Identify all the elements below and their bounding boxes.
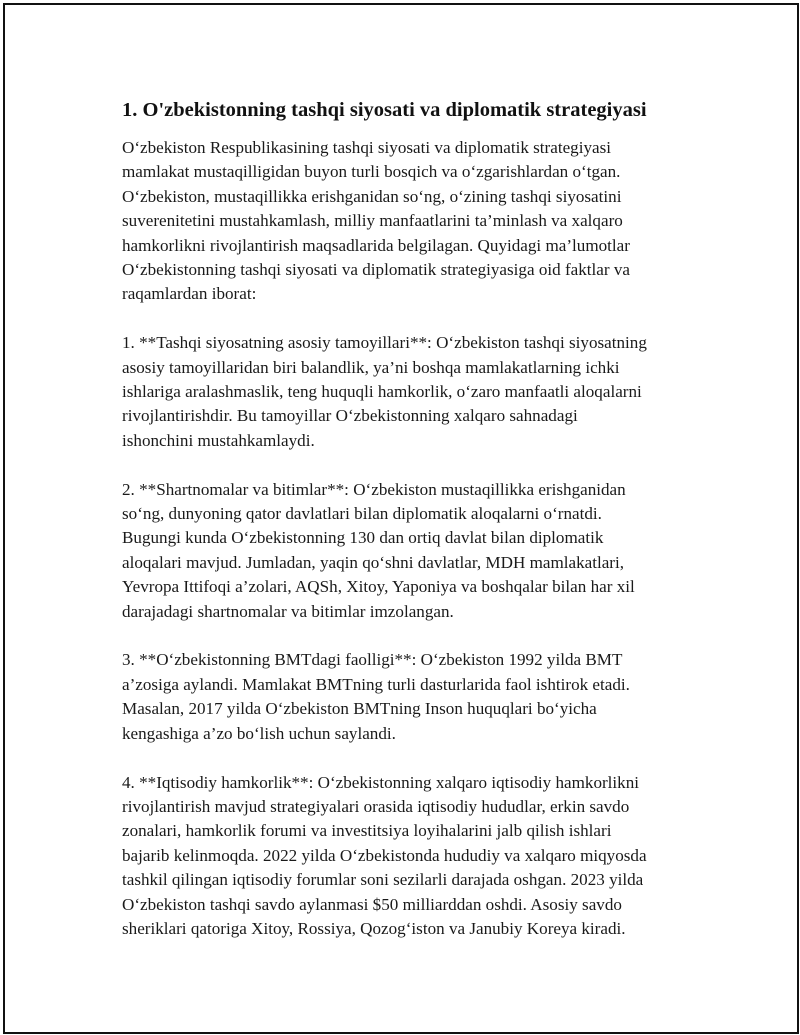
text-line: 2. **Shartnomalar va bitimlar**: O‘zbekiston mustaqillikka erishganidan bbox=[122, 479, 626, 499]
text-line: raqamlardan iborat: bbox=[122, 284, 257, 304]
text-line: sheriklari qatoriga Xitoy, Rossiya, Qozog‘iston va Janubiy Koreya kiradi. bbox=[122, 918, 626, 938]
text-line: O‘zbekiston Respublikasining tashqi siyosati va diplomatik strategiyasi bbox=[122, 138, 612, 157]
paragraph bbox=[122, 478, 694, 624]
text-line: darajadagi shartnomalar va bitimlar imzolangan. bbox=[122, 601, 454, 621]
text-line: rivojlantirishdir. Bu tamoyillar O‘zbekistonning xalqaro sahnadagi bbox=[122, 406, 578, 426]
paragraph bbox=[122, 136, 694, 307]
text-line: ishonchini mustahkamlaydi. bbox=[122, 430, 315, 450]
document-title: 1. O'zbekistonning tashqi siyosati va diplomatik strategiyasi bbox=[122, 99, 647, 121]
page-frame bbox=[3, 3, 799, 1034]
text-line: zonalari, hamkorlik forumi va investitsiya loyihalarini jalb qilish ishlari bbox=[122, 821, 612, 841]
text-line: ishlariga aralashmaslik, teng huquqli hamkorlik, o‘zaro manfaatli aloqalarni bbox=[122, 382, 642, 402]
text-line: 4. **Iqtisodiy hamkorlik**: O‘zbekistonning xalqaro iqtisodiy hamkorlikni bbox=[122, 772, 640, 792]
text-line: rivojlantirish mavjud strategiyalari orasida iqtisodiy hududlar, erkin savdo bbox=[122, 796, 630, 816]
text-line: kengashiga a’zo bo‘lish uchun saylandi. bbox=[122, 723, 396, 743]
text-line: bajarib kelinmoqda. 2022 yilda O‘zbekistonda hududiy va xalqaro miqyosda bbox=[122, 845, 647, 865]
text-line: O‘zbekiston tashqi savdo aylanmasi $50 milliarddan oshdi. Asosiy savdo bbox=[122, 894, 622, 914]
text-line: 1. **Tashqi siyosatning asosiy tamoyillari**: O‘zbekiston tashqi siyosatning bbox=[122, 333, 647, 353]
text-line: aloqalari mavjud. Jumladan, yaqin qo‘shni davlatlar, MDH mamlakatlari, bbox=[122, 552, 625, 572]
text-line: asosiy tamoyillaridan biri balandlik, ya’ni boshqa mamlakatlarning ichki bbox=[122, 357, 620, 377]
text-line: Bugungi kunda O‘zbekistonning 130 dan ortiq davlat bilan diplomatik bbox=[122, 528, 604, 548]
text-line: so‘ng, dunyoning qator davlatlari bilan diplomatik aloqalarni o‘rnatdi. bbox=[122, 504, 602, 524]
text-line: Yevropa Ittifoqi a’zolari, AQSh, Xitoy, Yaponiya va boshqalar bilan har xil bbox=[122, 577, 635, 597]
paragraph bbox=[122, 771, 694, 942]
text-line: mamlakat mustaqilligidan buyon turli bosqich va o‘zgarishlardan o‘tgan. bbox=[122, 162, 621, 182]
text-line: Masalan, 2017 yilda O‘zbekiston BMTning Inson huquqlari bo‘yicha bbox=[122, 699, 597, 719]
text-line: 3. **O‘zbekistonning BMTdagi faolligi**: O‘zbekiston 1992 yilda BMT bbox=[122, 650, 623, 670]
text-line: O‘zbekistonning tashqi siyosati va diplomatik strategiyasiga oid faktlar va bbox=[122, 260, 630, 280]
document-body bbox=[122, 97, 694, 966]
text-line: O‘zbekiston, mustaqillikka erishganidan so‘ng, o‘zining tashqi siyosatini bbox=[122, 186, 622, 206]
text-line: hamkorlikni rivojlantirish maqsadlarida belgilagan. Quyidagi ma’lumotlar bbox=[122, 235, 630, 255]
paragraph-list bbox=[122, 136, 694, 941]
text-line: tashkil qilingan iqtisodiy forumlar soni sezilarli darajada oshgan. 2023 yilda bbox=[122, 870, 644, 890]
paragraph bbox=[122, 331, 694, 453]
paragraph bbox=[122, 648, 694, 746]
text-line: suverenitetini mustahkamlash, milliy manfaatlarini ta’minlash va xalqaro bbox=[122, 211, 623, 231]
text-line: a’zosiga aylandi. Mamlakat BMTning turli dasturlarida faol ishtirok etadi. bbox=[122, 674, 630, 694]
